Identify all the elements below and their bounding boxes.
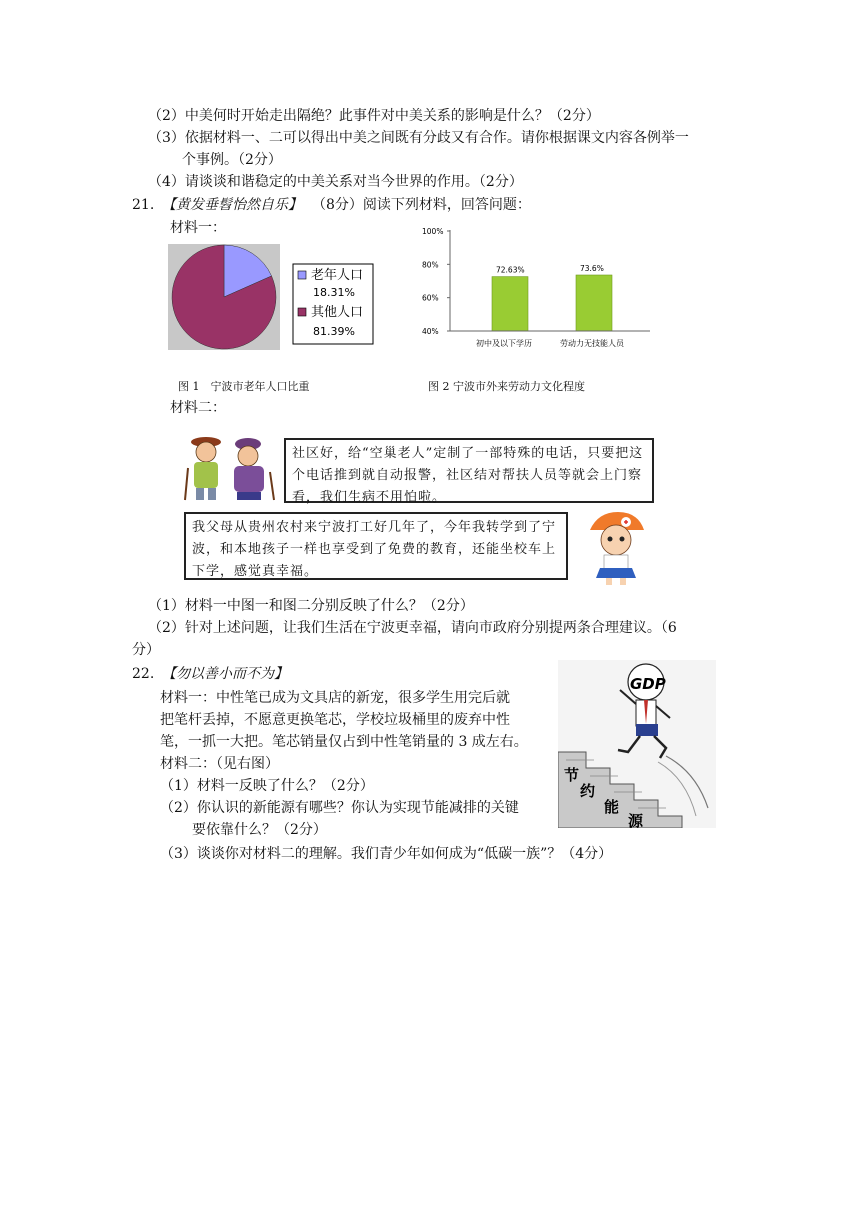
figure-2-caption: 图 2 宁波市外来劳动力文化程度	[428, 380, 585, 393]
bar-y-tick-label: 80%	[422, 260, 439, 270]
bar-chart	[410, 222, 660, 352]
legend-value-elderly: 18.31%	[313, 286, 355, 299]
q22-part1: （1）材料一反映了什么？（2分）	[160, 778, 374, 794]
q22-material-2-label: 材料二：（见右图）	[160, 756, 279, 772]
material-2-label: 材料二：	[170, 400, 226, 416]
elderly-couple-illustration	[182, 432, 280, 502]
bar-value-label-1: 72.63%	[496, 265, 525, 275]
gdp-energy-cartoon	[558, 660, 716, 828]
girl-illustration	[576, 508, 656, 586]
legend-label-elderly: 老年人口	[311, 268, 364, 283]
legend-swatch-elderly	[298, 271, 306, 279]
bar-value-label-2: 73.6%	[580, 264, 604, 273]
cartoon-char-2: 约	[580, 782, 596, 800]
q21-part1: （1）材料一中图一和图二分别反映了什么？（2分）	[148, 598, 474, 614]
q22-material-1-line2: 把笔杆丢掉，不愿意更换笔芯，学校垃圾桶里的废弃中性	[160, 712, 510, 728]
q22-number: 22.	[132, 666, 155, 682]
q21-part2-line2: 分）	[132, 642, 160, 658]
q21-part2-line1: （2）针对上述问题，让我们生活在宁波更幸福，请向市政府分别提两条合理建议。（6	[148, 620, 677, 636]
legend-swatch-others	[298, 308, 306, 316]
q22-part3: （3）谈谈你对材料二的理解。我们青少年如何成为“低碳一族”？（4分）	[160, 846, 613, 862]
bar-y-tick-label: 100%	[422, 227, 444, 236]
q20-part3-line1: （3）依据材料一、二可以得出中美之间既有分歧又有合作。请你根据课文内容各例举一	[148, 130, 689, 146]
child-speech-bubble: 我父母从贵州农村来宁波打工好几年了，今年我转学到了宁波，和本地孩子一样也享受到了免费的教育，还能坐校车上下学，感觉真幸福。	[184, 512, 568, 580]
q22-part2-line2: 要依靠什么？（2分）	[192, 822, 327, 838]
cartoon-char-4: 源	[628, 812, 644, 828]
bar-y-tick-label: 40%	[422, 327, 439, 336]
q20-part4: （4）请谈谈和谐稳定的中美关系对当今世界的作用。（2分）	[148, 174, 523, 190]
cartoon-char-1: 节	[564, 766, 580, 784]
q20-part2: （2）中美何时开始走出隔绝？此事件对中美关系的影响是什么？（2分）	[148, 108, 600, 124]
q21-number: 21.	[132, 197, 155, 213]
q22-material-1-line3: 笔，一抓一大把。笔芯销量仅占到中性笔销量的 3 成左右。	[160, 734, 528, 750]
gdp-label: GDP	[630, 675, 666, 693]
q22-part2-line1: （2）你认识的新能源有哪些？你认为实现节能减排的关键	[160, 800, 519, 816]
q21-title: 【黄发垂髫怡然自乐】	[162, 197, 302, 213]
legend-label-others: 其他人口	[311, 305, 364, 320]
bar-1	[492, 277, 528, 331]
cartoon-char-3: 能	[604, 798, 620, 816]
bar-x-label-1: 初中及以下学历	[476, 339, 532, 348]
q22-material-1-line1: 材料一：中性笔已成为文具店的新宠，很多学生用完后就	[160, 690, 510, 706]
q21-intro: （8分）阅读下列材料，回答问题：	[312, 197, 531, 213]
elderly-speech-bubble: 社区好，给“空巢老人”定制了一部特殊的电话，只要把这个电话推到就自动报警，社区结对帮扶人员等就会上门察看，我们生病不用怕啦。	[284, 438, 654, 503]
q22-title: 【勿以善小而不为】	[162, 666, 288, 682]
bar-2	[576, 275, 612, 331]
figure-1-caption: 图 1 宁波市老年人口比重	[178, 380, 310, 393]
bar-y-tick-label: 60%	[422, 293, 439, 303]
legend-value-others: 81.39%	[313, 325, 355, 338]
q20-part3-line2: 个事例。（2分）	[182, 152, 282, 168]
material-1-label: 材料一：	[170, 220, 226, 236]
bar-x-label-2: 劳动力无技能人员	[560, 339, 624, 348]
pie-chart	[168, 244, 384, 352]
